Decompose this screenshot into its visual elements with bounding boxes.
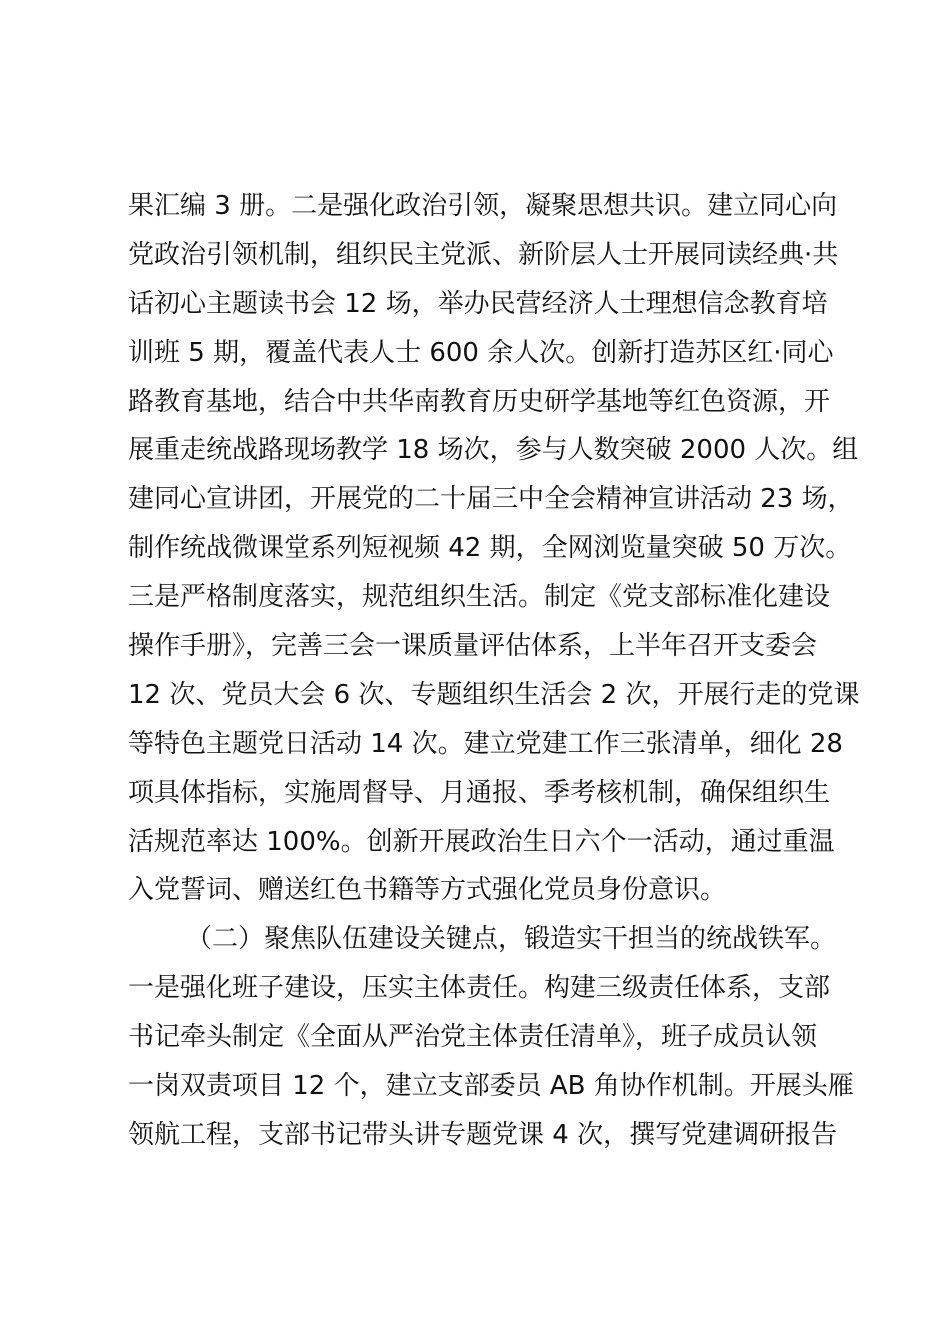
text-line-5: 路教育基地，结合中共华南教育历史研学基地等红色资源，开 bbox=[128, 386, 831, 417]
text-line-15: 入党誓词、赠送红色书籍等方式强化党员身份意识。 bbox=[128, 875, 727, 906]
section-heading: （二）聚焦队伍建设关键点，锻造实干担当的统战铁军。 bbox=[186, 924, 837, 955]
text-line-17: 一是强化班子建设，压实主体责任。构建三级责任体系，支部 bbox=[128, 973, 831, 1004]
text-line-4: 训班 5 期，覆盖代表人士 600 余人次。创新打造苏区红·同心 bbox=[128, 337, 834, 368]
body-text bbox=[128, 182, 860, 1160]
text-line-20: 领航工程，支部书记带头讲专题党课 4 次，撰写党建调研报告 bbox=[128, 1119, 838, 1150]
text-line-9: 三是严格制度落实，规范组织生活。制定《党支部标准化建设 bbox=[128, 582, 831, 613]
text-line-8: 制作统战微课堂系列短视频 42 期，全网浏览量突破 50 万次。 bbox=[128, 533, 852, 564]
text-line-1: 果汇编 3 册。二是强化政治引领，凝聚思想共识。建立同心向 bbox=[128, 191, 838, 221]
text-line-13: 项具体指标，实施周督导、月通报、季考核机制，确保组织生 bbox=[128, 777, 831, 808]
text-line-14: 活规范率达 100%。创新开展政治生日六个一活动，通过重温 bbox=[128, 826, 835, 857]
text-line-11: 12 次、党员大会 6 次、专题组织生活会 2 次，开展行走的党课 bbox=[128, 679, 860, 710]
text-line-7: 建同心宣讲团，开展党的二十届三中全会精神宣讲活动 23 场， bbox=[128, 484, 854, 515]
text-line-18: 书记牵头制定《全面从严治党主体责任清单》，班子成员认领 bbox=[128, 1022, 818, 1053]
text-line-2: 党政治引领机制，组织民主党派、新阶层人士开展同读经典·共 bbox=[128, 239, 839, 270]
text-line-19: 一岗双责项目 12 个，建立支部委员 AB 角协作机制。开展头雁 bbox=[128, 1071, 854, 1102]
text-line-12: 等特色主题党日活动 14 次。建立党建工作三张清单，细化 28 bbox=[128, 728, 843, 759]
text-line-6: 展重走统战路现场教学 18 场次，参与人数突破 2000 人次。组 bbox=[128, 435, 859, 466]
text-line-3: 话初心主题读书会 12 场，举办民营经济人士理想信念教育培 bbox=[128, 288, 828, 319]
text-line-10: 操作手册》，完善三会一课质量评估体系，上半年召开支委会 bbox=[128, 631, 818, 662]
